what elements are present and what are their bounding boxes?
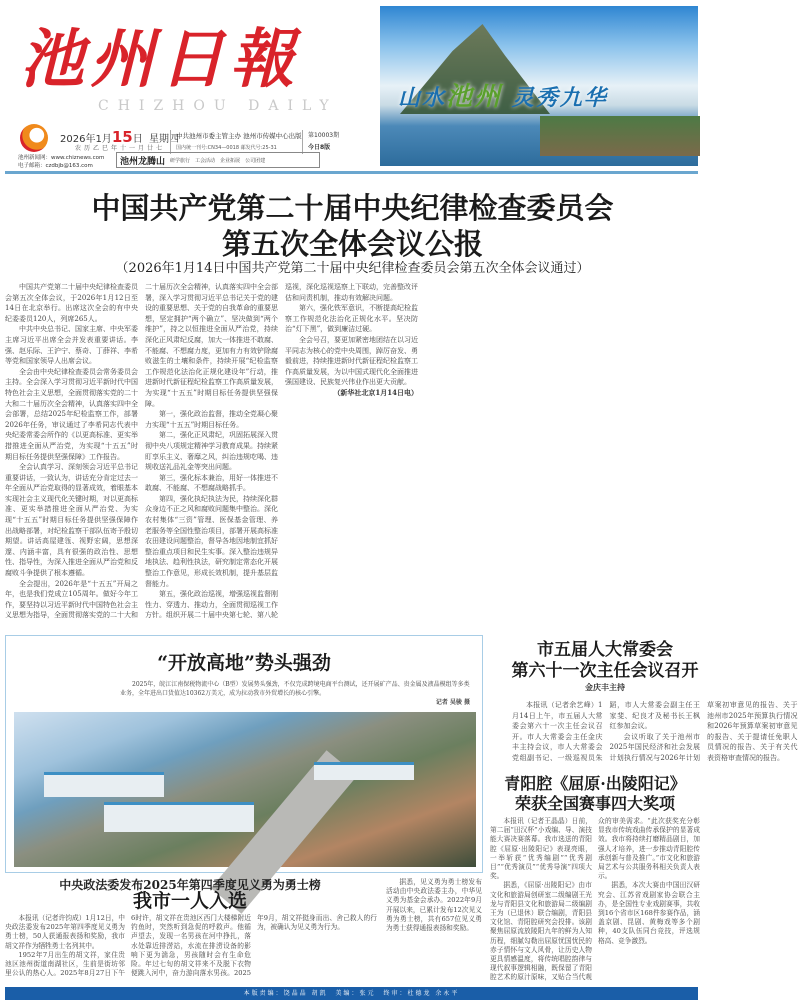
date-day: 15 <box>111 128 133 146</box>
photo-credit: 记者 吴骏 摄 <box>435 699 470 706</box>
hero-kicker: 中央政法委发布2025年第四季度见义勇为勇士榜 <box>59 878 321 892</box>
paragraph: 1952年7月出生的胡文祥，家住贵池区池州街道南湖社区，生前是街坊邻里公认的热心人。2025年8月27日下午6时许，胡文祥在贵池区西门大楼梯附近钓鱼时，突然听到急促的呼救声。他循声望去，发现一名男孩在河中挣扎，落水处靠近排涝站，水流在排涝设备的影响下更为湍急，男孩随时会有生命危险。年过七旬的胡文祥来不及脱下衣物便跳入河中，奋力游向落水男孩。2025年9月，胡文祥挺身而出、舍己救人的行为，被确认为见义勇为行为。 <box>5 914 377 978</box>
weekday: 星期四 <box>149 134 180 145</box>
ad-brand: 池州龙腾山 <box>120 156 166 167</box>
paragraph: 第一，强化政治监督，推动全党凝心聚力实现“十五五”时期目标任务。 <box>145 410 278 429</box>
ad-item: 研学旅行 <box>170 157 191 164</box>
paragraph: 据悉，见义勇为勇士榜发布活动由中央政法委主办，中华见义勇为基金会承办。2022年9月开展以来，已累计发布12次见义勇为勇士榜，共有657位见义勇为勇士获得通报表扬和奖励。 <box>386 878 482 933</box>
hero-article-body-continued <box>386 878 482 986</box>
email-link[interactable]: 电子邮箱：czdbjb@163.com <box>18 163 93 169</box>
ad-item: 公司团建 <box>245 157 266 164</box>
lead-headline <box>0 190 705 262</box>
lakeside-image <box>540 116 700 156</box>
paragraph: 第四，强化执纪执法为民，持续深化群众身边不正之风和腐败问题集中整治。深化农村集体“三资”管理、医保基金管理、养老服务等全国性整治项目，部署开展高标准农田建设问题整治，督导各地因地制宜抓好整治重点项目和民生实事。深入整治违规异地执法、趋利性执法，研究制定常态化开展整治工作意见，形成长效机制，提升基层监督能力。 <box>145 494 278 588</box>
contact-info <box>18 154 104 170</box>
headline-line: 青阳腔《屈原·出陵阳记》 <box>504 774 686 793</box>
paragraph: 本报讯（记者余艺峰）1月14日上午，市五届人大常委会第六十一次主任会议召开。市人大常委会主任金庆丰主持会议，市人大常委会党组副书记、一级巡视员朱蹈，市人大常委会副主任王家斐、纪良才及秘书长王枫红参加会议。 <box>512 701 700 762</box>
page-count: 今日8版 <box>308 144 331 151</box>
masthead-logo: 池州日報 <box>20 22 300 97</box>
paragraph: 中国共产党第二十届中央纪律检查委员会第五次全体会议，于2026年1月12日至14日在北京举行。出席这次全会的有中央纪委委员120人，列席265人。 <box>5 283 138 323</box>
slogan-part: 池州 <box>446 82 503 112</box>
tourism-banner <box>380 6 698 166</box>
headline-line: 第六十一次主任会议召开 <box>511 661 699 681</box>
lead-subtitle: （2026年1月14日中国共产党第二十届中央纪律检查委员会第五次全体会议通过） <box>115 261 590 276</box>
ad-item: 企业拓展 <box>220 157 241 164</box>
publisher-info <box>170 130 302 154</box>
issue-info <box>302 130 339 154</box>
paragraph: 全会号召，要更加紧密地团结在以习近平同志为核心的党中央周围，踔厉奋发、勇毅前进，持续推进新时代新征程纪检监察工作高质量发展，为以中国式现代化全面推进强国建设、民族复兴伟业作出更大贡献。 <box>285 335 418 387</box>
paragraph: 全会认真学习、深刻领会习近平总书记重要讲话，一致认为，讲话充分肯定过去一年全面从严治党取得的显著成效，着眼基本实现社会主义现代化关键时期，对以更高标准、更实举措推进全面从严治党、为实现“十五五”时期目标任务提供坚强保障作出战略部署，对纪检监察干部队伍寄予殷切期望。讲话高屋建瓴、视野宏阔，思想深邃、内涵丰富，具有很强的政治性、思想性、指导性，为深入推进全面从严治党和反腐败斗争提供了根本遵循。 <box>5 463 138 578</box>
paragraph: 会议听取了关于池州市2025年国民经济和社会发展计划执行情况与2026年计划草案初审意见的报告、关于池州市2025年预算执行情况和2026年预算草案初审意见的报告、关于提请任免职人员情况的报告、关于有关代表资格审查情况的报告。 <box>609 701 798 762</box>
website-link[interactable]: 池州新闻网：www.chiznews.com <box>18 155 105 161</box>
paragraph: 本报讯（记者王晶晶）日前，第二届“田汉杯”小戏编、导、演技能大赛决赛落幕。我市选送的青阳腔《屈原·出陵阳记》表现亮眼，一举斩获“优秀编剧”“优秀剧目”“优秀演员”“优秀导演”四项大奖。 <box>490 817 592 881</box>
paragraph: 中共中央总书记、国家主席、中央军委主席习近平出席全会并发表重要讲话。李强、赵乐际、王沪宁、蔡奇、丁薛祥、李希等党和国家领导人出席会议。 <box>5 325 138 366</box>
hero-article-body <box>5 914 377 986</box>
warehouse-shape <box>314 762 414 780</box>
paragraph: 全会提出，2026年是“十五五”开局之年，也是我们党成立105周年。做好今年工作，要坚持以习近平新时代中国特色社会主义思想为指导，全面贯彻落实党的二十大和二十届历次全会精神，认真落实四中全会部署，深入学习贯彻习近平总书记关于党的建设的重要思想、关于党的自我革命的重要思想，坚定拥护“两个确立”、坚决做到“两个维护”，持之以恒推进全面从严治党，持续深化正风肃纪反腐，加大一体推进不敢腐、不能腐、不想腐力度，更加有力有效铲除腐败滋生的土壤和条件，持续开展“纪检监察工作规范化法治化正规化建设年”行动，推进新时代新征程纪检监察工作高质量发展，为实现“十五五”时期目标任务提供坚强保障。 <box>5 283 278 620</box>
banner-slogan <box>398 76 608 113</box>
headline-line: 第五次全体会议公报 <box>221 227 483 261</box>
publisher: 中共池州市委主管主办 池州市传媒中心出版 <box>176 132 302 140</box>
warehouse-shape <box>44 772 164 797</box>
paragraph: 据悉，《屈原·出陵阳记》由市文化和旅游局创研室二级编剧王光龙与青阳县文化和旅游局二级编剧王为（已退休）联合编剧，青阳县文化馆、青阳腔研究会投排。该剧聚焦屈原流放陵阳九年的鲜为人知历程，细腻勾勒出屈原忧国忧民的赤子情怀与文人风骨，让历史人物更具情感温度，将传统唱腔韵律与现代叙事逻辑相融，既保留了青阳腔艺术的原汁原味，又贴合当代观众的审美需求。“此次获奖充分彰显我市传统戏曲传承保护的显著成效。我市将持续打磨精品剧目，加强人才培养，进一步推动青阳腔传承创新与普及推广。”市文化和旅游局艺术与公共服务科相关负责人表示。 <box>490 817 700 982</box>
ad-item: 工会活动 <box>195 157 216 164</box>
caption-text: 2025年，皖江江南保税物流中心（B型）发展势头强劲，不仅完成跨境电商平台测试，还开展矿产品、贵金属及液晶模组等多类业务，全年进出口货值达10362万美元，成为拉动我市外贸增长的核心引擎。 <box>120 681 470 697</box>
headline-line: 中国共产党第二十届中央纪律检查委员会 <box>91 191 614 225</box>
lead-article-body <box>5 282 698 628</box>
news-source: （新华社北京1月14日电） <box>333 387 418 397</box>
masthead-divider <box>5 171 698 174</box>
publication-codes: 国内统一刊号:CN34—0018 邮发代号:25-31 <box>176 145 277 151</box>
npc-article-body <box>512 700 798 770</box>
paragraph: 全会由中央纪律检查委员会常务委员会主持。全会深入学习贯彻习近平新时代中国特色社会主义思想，全面贯彻落实党的二十大和二十届历次全会精神，认真落实四中全会部署，总结2025年纪检监察工作，部署2026年任务，审议通过了李希同志代表中央纪委常委会所作的《以更高标准、更实举措推进全面从严治党，为实现“十五五”时期目标任务提供坚强保障》工作报告。 <box>5 367 138 461</box>
slogan-part: 山水 <box>398 85 447 111</box>
lunar-date: 农历乙巳年十一月廿七 <box>75 145 166 152</box>
bonded-logistics-photo <box>14 712 476 867</box>
date-suffix: 日 <box>132 134 143 145</box>
npc-subtitle: 金庆丰主持 <box>585 682 625 692</box>
date-month: 2026年1月 <box>60 134 112 145</box>
paragraph: 第二，强化正风肃纪，巩固拓展深入贯彻中央八项规定精神学习教育成果。持续紧盯享乐主义、奢靡之风，纠治违规吃喝、违规收送礼品礼金等突出问题。 <box>145 431 278 472</box>
paragraph: 第三，强化标本兼治，用好一体推进不敢腐、不能腐、不想腐战略抓手。 <box>145 473 278 493</box>
warehouse-shape <box>104 802 254 832</box>
headline-line: 荣获全国赛事四大奖项 <box>514 794 675 813</box>
npc-headline <box>510 640 700 682</box>
headline-line: 市五届人大常委会 <box>537 640 673 660</box>
page-credits-bar: 本版责编：饶晶晶 胡凯 美编：张元 终审：杜德龙 余永平 <box>5 987 698 1000</box>
masthead-ad <box>116 152 320 168</box>
masthead-logo-english: CHIZHOU DAILY <box>98 98 338 114</box>
paragraph: 据悉，本次大赛由中国田汉研究会、江苏省戏剧家协会联合主办，是全国性专业戏剧赛事，共收到16个省市区168件参赛作品，涵盖京剧、昆剧、黄梅戏等多个剧种，40支队伍同台竞技，评选规格高、竞争激烈。 <box>598 881 700 945</box>
slogan-part: 灵秀九华 <box>511 85 608 111</box>
photo-story-title: “开放高地”势头强劲 <box>157 652 331 674</box>
opera-article-body <box>490 817 700 986</box>
paragraph: 第五，强化政治巡视，增强巡视监督刚性力、穿透力、推动力，全面贯彻巡视工作方针。组织开展二十届中央第七轮、第八轮巡视，深化巡视巡察上下联动，完善整改评估和问责机制，推动有效解决问题。 <box>145 283 418 620</box>
hero-headline: 我市一人入选 <box>132 890 247 912</box>
paragraph: 第六，强化铁军意识，不断提高纪检监察工作规范化法治化正规化水平。坚决防治“灯下黑”，做到廉洁过硬。 <box>285 304 418 334</box>
opera-headline <box>490 774 700 814</box>
newspaper-emblem-icon <box>20 124 48 152</box>
issue-number: 第10003期 <box>308 132 340 139</box>
paragraph: 本报讯（记者许钧成）1月12日，中央政法委发布2025年第四季度见义勇为勇士榜，50人获通报表扬和奖励，我市胡文祥作为牺牲勇士名列其中。 <box>5 914 125 950</box>
photo-caption <box>120 680 470 707</box>
